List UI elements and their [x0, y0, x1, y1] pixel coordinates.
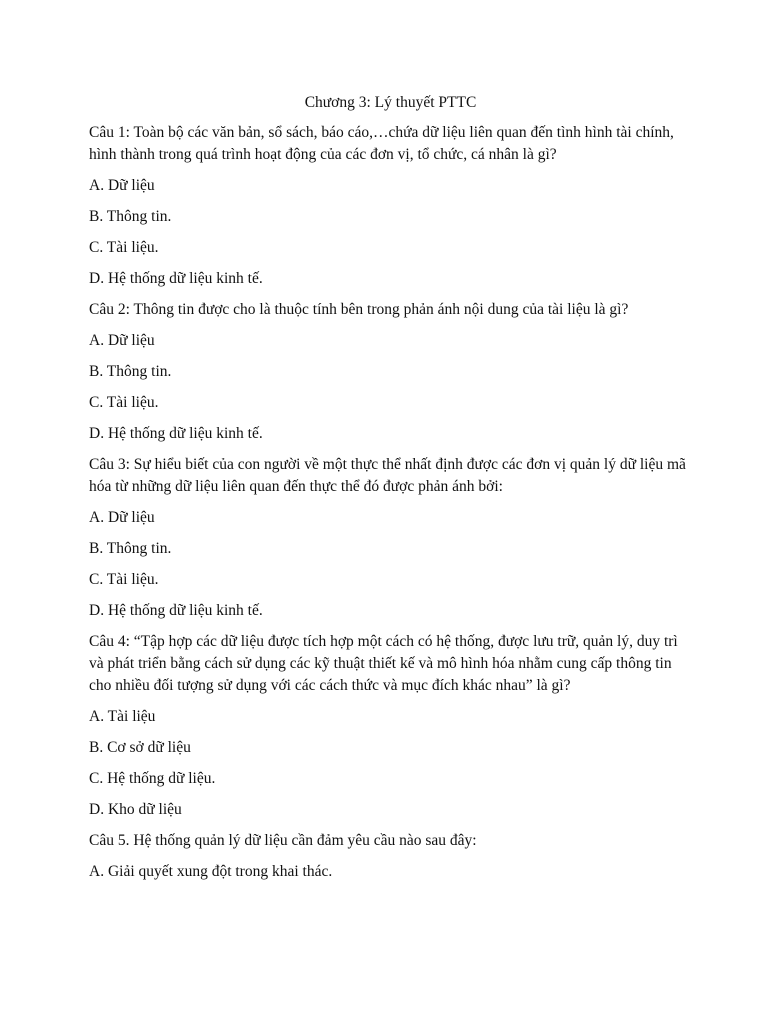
answer-option: C. Tài liệu.	[89, 239, 159, 256]
answer-option: B. Thông tin.	[89, 540, 172, 557]
question-block	[89, 299, 688, 445]
question-block	[89, 631, 688, 821]
question-text: Câu 1: Toàn bộ các văn bản, sổ sách, báo cáo,…chứa dữ liệu liên quan đến tình hình tài chính, hình thành trong quá trình hoạt động của các đơn vị, tổ chức, cá nhân là gì?	[89, 124, 674, 163]
answer-option: A. Tài liệu	[89, 708, 156, 725]
question-text: Câu 2: Thông tin được cho là thuộc tính bên trong phản ánh nội dung của tài liệu là gì?	[89, 301, 629, 318]
answer-option: D. Hệ thống dữ liệu kinh tế.	[89, 602, 263, 619]
question-block	[89, 122, 688, 290]
chapter-title: Chương 3: Lý thuyết PTTC	[304, 94, 477, 111]
answer-option: A. Giải quyết xung đột trong khai thác.	[89, 863, 333, 880]
answer-option: B. Cơ sở dữ liệu	[89, 739, 191, 756]
answer-option: C. Tài liệu.	[89, 571, 159, 588]
answer-option: A. Dữ liệu	[89, 509, 155, 526]
answer-option: A. Dữ liệu	[89, 332, 155, 349]
answer-option: B. Thông tin.	[89, 208, 172, 225]
question-text: Câu 3: Sự hiểu biết của con người về một thực thể nhất định được các đơn vị quản lý dữ liệu mã hóa từ những dữ liệu liên quan đến thực thể đó được phản ánh bởi:	[89, 456, 686, 495]
question-block	[89, 454, 688, 622]
answer-option: C. Hệ thống dữ liệu.	[89, 770, 216, 787]
question-text: Câu 4: “Tập hợp các dữ liệu được tích hợp một cách có hệ thống, được lưu trữ, quản lý, duy trì và phát triển bằng cách sử dụng các kỹ thuật thiết kế và mô hình hóa nhằm cung cấp thông tin cho nhiều đối tượng sử dụng với các cách thức và mục đích khác nhau” là gì?	[89, 633, 678, 694]
answer-option: C. Tài liệu.	[89, 394, 159, 411]
answer-option: A. Dữ liệu	[89, 177, 155, 194]
question-block	[89, 830, 688, 883]
answer-option: B. Thông tin.	[89, 363, 172, 380]
answer-option: D. Kho dữ liệu	[89, 801, 182, 818]
question-text: Câu 5. Hệ thống quản lý dữ liệu cần đảm yêu cầu nào sau đây:	[89, 832, 477, 849]
answer-option: D. Hệ thống dữ liệu kinh tế.	[89, 270, 263, 287]
answer-option: D. Hệ thống dữ liệu kinh tế.	[89, 425, 263, 442]
